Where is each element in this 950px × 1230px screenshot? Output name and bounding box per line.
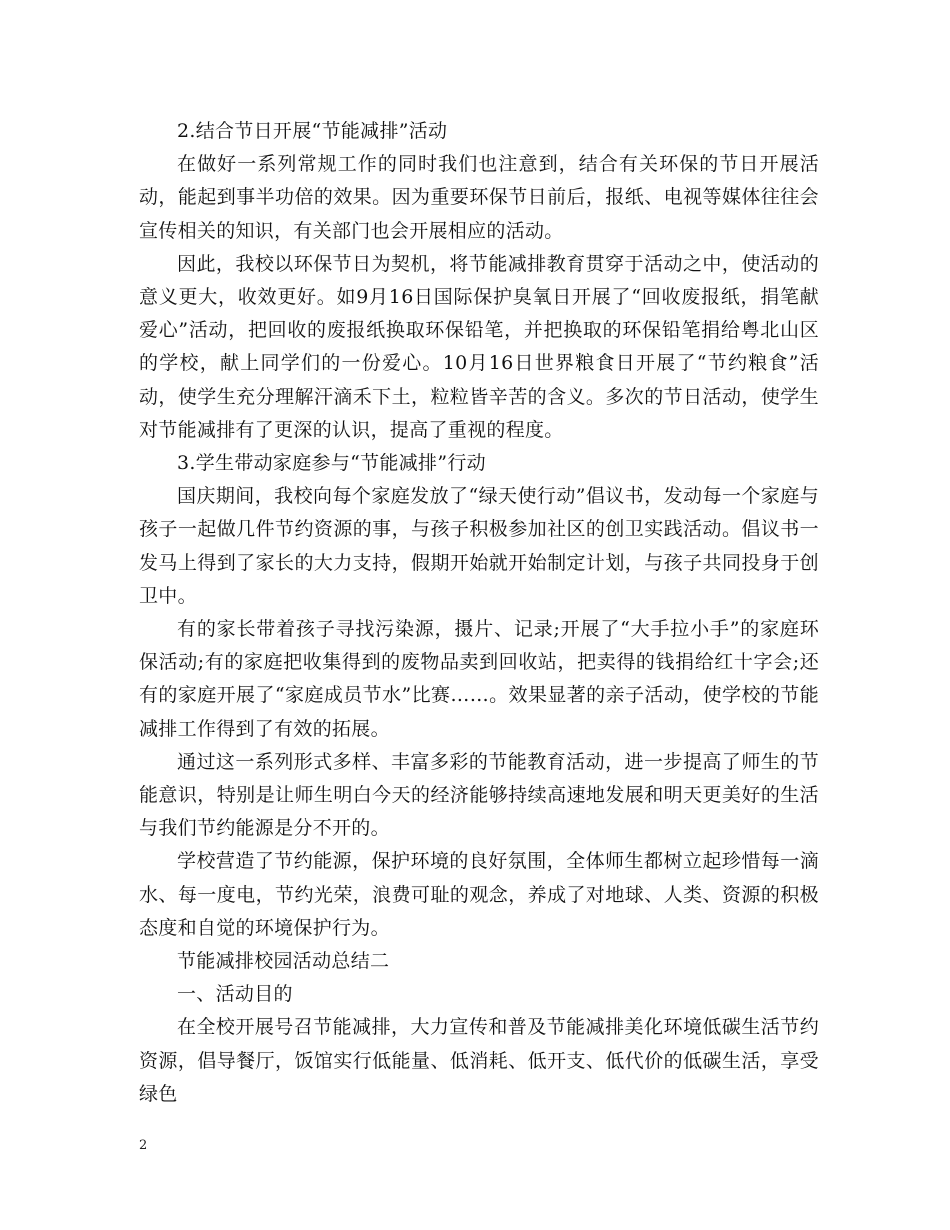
paragraph: 通过这一系列形式多样、丰富多彩的节能教育活动，进一步提高了师生的节能意识，特别是让师生明白今天的经济能够持续高速地发展和明天更美好的生活与我们节约能源是分不开的。 <box>139 750 819 840</box>
section-heading: 一、活动目的 <box>177 983 293 1006</box>
document-body <box>139 115 819 1111</box>
paragraph: 学校营造了节约能源，保护环境的良好氛围，全体师生都树立起珍惜每一滴水、每一度电，节约光荣，浪费可耻的观念，养成了对地球、人类、资源的积极态度和自觉的环境保护行为。 <box>139 850 819 939</box>
paragraph: 在做好一系列常规工作的同时我们也注意到，结合有关环保的节日开展活动，能起到事半功倍的效果。因为重要环保节日前后，报纸、电视等媒体往往会宣传相关的知识，有关部门也会开展相应的活动。 <box>139 153 819 242</box>
paragraph: 在全校开展号召节能减排，大力宣传和普及节能减排美化环境低碳生活节约资源，倡导餐厅，饭馆实行低能量、低消耗、低开支、低代价的低碳生活，享受绿色 <box>139 1016 819 1105</box>
section-title: 节能减排校园活动总结二 <box>177 950 390 973</box>
paragraph: 有的家长带着孩子寻找污染源，摄片、记录;开展了“大手拉小手”的家庭环保活动;有的家庭把收集得到的废物品卖到回收站，把卖得的钱捐给红十字会;还有的家庭开展了“家庭成员节水”比赛……。效果显著的亲子活动，使学校的节能减排工作得到了有效的拓展。 <box>139 618 819 740</box>
section-heading: 3.学生带动家庭参与“节能减排”行动 <box>177 452 486 475</box>
section-heading: 2.结合节日开展“节能减排”活动 <box>177 120 448 142</box>
paragraph: 国庆期间，我校向每个家庭发放了“绿天使行动”倡议书，发动每一个家庭与孩子一起做几件节约资源的事，与孩子积极参加社区的创卫实践活动。倡议书一发马上得到了家长的大力支持，假期开始就开始制定计划，与孩子共同投身于创卫中。 <box>139 485 819 607</box>
paragraph: 因此，我校以环保节日为契机，将节能减排教育贯穿于活动之中，使活动的意义更大，收效更好。如9月16日国际保护臭氧日开展了“回收废报纸，捐笔献爱心”活动，把回收的废报纸换取环保铅笔，并把换取的环保铅笔捐给粤北山区的学校，献上同学们的一份爱心。10月16日世界粮食日开展了“节约粮食”活动，使学生充分理解汗滴禾下土，粒粒皆辛苦的含义。多次的节日活动，使学生对节能减排有了更深的认识，提高了重视的程度。 <box>139 252 819 441</box>
page-number: 2 <box>139 1138 148 1153</box>
